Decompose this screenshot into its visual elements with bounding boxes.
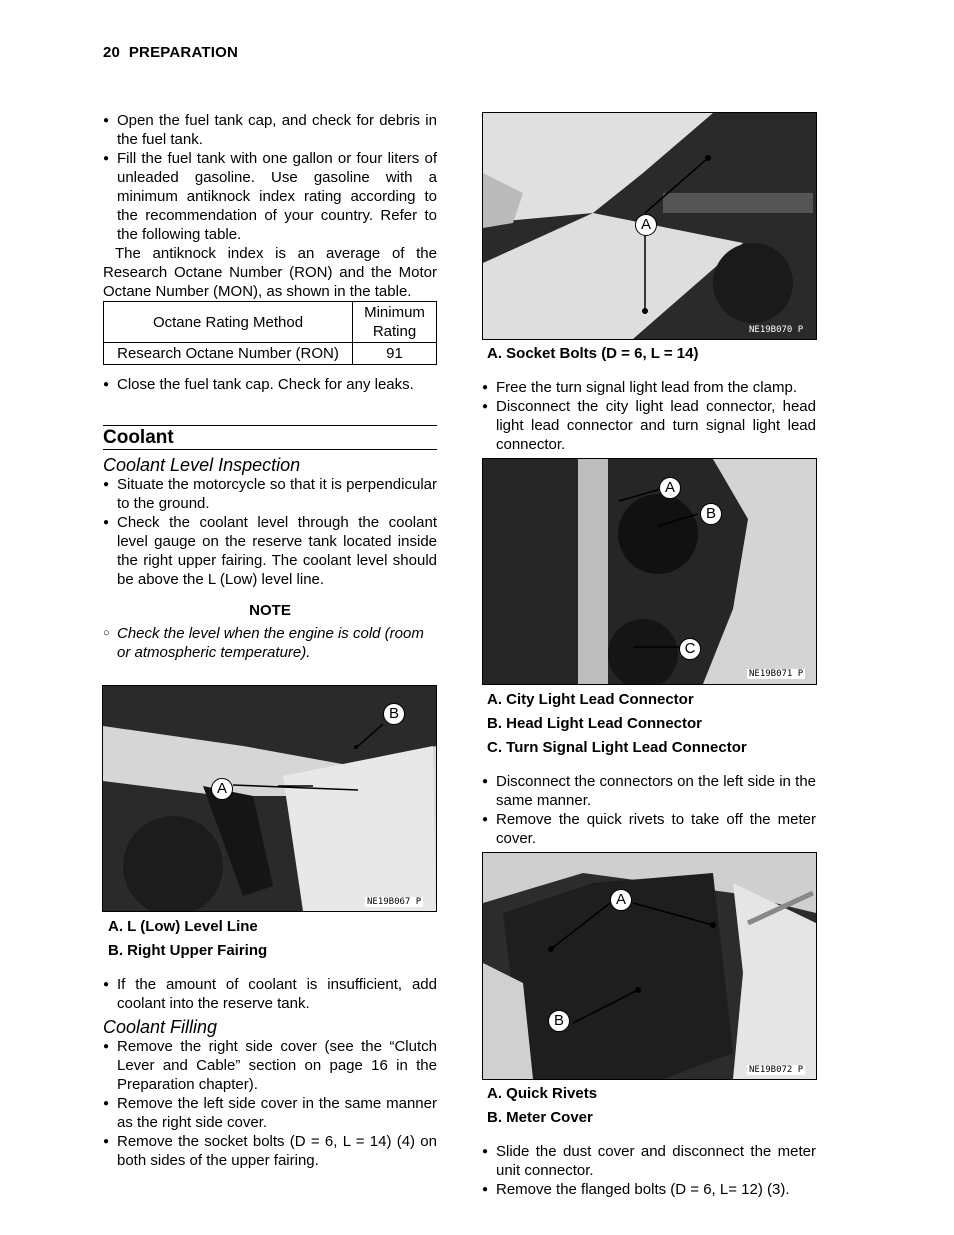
- list-item: ● Close the fuel tank cap. Check for any leaks.: [103, 375, 437, 394]
- list-item: ● Fill the fuel tank with one gallon or four liters of unleaded gasoline. Use gasoline with a minimum antiknock index rating according to the recommendation of your country. Refer to the following table.: [103, 149, 437, 244]
- callout-a: A: [635, 214, 657, 236]
- list-item: ● Check the coolant level through the coolant level gauge on the reserve tank located inside the right upper fairing. The coolant level should be above the L (Low) level line.: [103, 513, 437, 589]
- subsection-heading: Coolant Level Inspection: [103, 455, 301, 475]
- photo-coolant-level: [102, 685, 437, 912]
- page-header: [103, 44, 238, 61]
- right-bullets-a: [482, 378, 816, 454]
- caption-line: B. Head Light Lead Connector: [487, 715, 703, 732]
- callout-a: A: [610, 889, 632, 911]
- caption-line: C. Turn Signal Light Lead Connector: [487, 739, 747, 756]
- list-item: ● Open the fuel tank cap, and check for debris in the fuel tank.: [103, 111, 437, 149]
- photo-drawing: [483, 853, 816, 1079]
- left-column-bottom: [103, 975, 437, 1170]
- photo-code: NE19B070 P: [749, 325, 804, 335]
- callout-c: C: [679, 638, 701, 660]
- table-cell-method: Research Octane Number (RON): [104, 343, 353, 365]
- note-text: ○ Check the level when the engine is cold (room or atmospheric temperature).: [103, 624, 437, 662]
- list-item: ● Disconnect the city light lead connector, head light lead connector and turn signal light lead connector.: [482, 397, 816, 454]
- right-bullets-c: [482, 1142, 816, 1199]
- photo-code: NE19B072 P: [749, 1065, 804, 1075]
- photo-socket-bolts: [482, 112, 817, 340]
- table-header-method: Octane Rating Method: [104, 302, 353, 343]
- subsection-heading: Coolant Filling: [103, 1017, 218, 1037]
- caption-photo3: [487, 688, 817, 760]
- table-header-rating: Minimum Rating: [353, 302, 437, 343]
- caption-photo4: [487, 1082, 817, 1130]
- table-cell-rating: 91: [353, 343, 437, 365]
- note-heading: NOTE: [249, 602, 291, 619]
- callout-b: B: [548, 1010, 570, 1032]
- caption-line: A. Socket Bolts (D = 6, L = 14): [487, 345, 699, 362]
- list-item: ● If the amount of coolant is insufficient, add coolant into the reserve tank.: [103, 975, 437, 1013]
- photo-code: NE19B067 P: [367, 897, 422, 907]
- octane-table: [103, 301, 437, 365]
- caption-photo1: [108, 915, 438, 963]
- left-column-top: [103, 111, 437, 394]
- list-item: ● Situate the motorcycle so that it is perpendicular to the ground.: [103, 475, 437, 513]
- right-bullets-b: [482, 772, 816, 848]
- list-item: ● Slide the dust cover and disconnect the meter unit connector.: [482, 1142, 816, 1180]
- list-item: ● Remove the left side cover in the same manner as the right side cover.: [103, 1094, 437, 1132]
- caption-line: B. Meter Cover: [487, 1109, 593, 1126]
- caption-line: A. City Light Lead Connector: [487, 691, 694, 708]
- callout-b: B: [383, 703, 405, 725]
- photo-drawing: [483, 459, 816, 684]
- list-item: ● Remove the flanged bolts (D = 6, L= 12) (3).: [482, 1180, 816, 1199]
- coolant-section: [103, 425, 437, 662]
- caption-photo2: [487, 342, 817, 366]
- callout-a: A: [659, 477, 681, 499]
- section-heading: Coolant: [103, 425, 437, 450]
- photo-code: NE19B071 P: [749, 669, 804, 679]
- list-item: ● Disconnect the connectors on the left side in the same manner.: [482, 772, 816, 810]
- list-item: ● Remove the quick rivets to take off the meter cover.: [482, 810, 816, 848]
- list-item: ● Remove the socket bolts (D = 6, L = 14) (4) on both sides of the upper fairing.: [103, 1132, 437, 1170]
- section-title: PREPARATION: [128, 44, 238, 61]
- caption-line: A. L (Low) Level Line: [108, 918, 258, 935]
- list-item: ● Remove the right side cover (see the “Clutch Lever and Cable” section on page 16 in the Preparation chapter).: [103, 1037, 437, 1094]
- photo-meter-cover: [482, 852, 817, 1080]
- caption-line: B. Right Upper Fairing: [108, 942, 268, 959]
- photo-connectors: [482, 458, 817, 685]
- callout-a: A: [211, 778, 233, 800]
- antiknock-paragraph: The antiknock index is an average of the Research Octane Number (RON) and the Motor Octane Number (MON), as shown in the table.: [103, 245, 437, 300]
- list-item: ● Free the turn signal light lead from the clamp.: [482, 378, 816, 397]
- page-number: 20: [103, 44, 121, 61]
- caption-line: A. Quick Rivets: [487, 1085, 598, 1102]
- callout-b: B: [700, 503, 722, 525]
